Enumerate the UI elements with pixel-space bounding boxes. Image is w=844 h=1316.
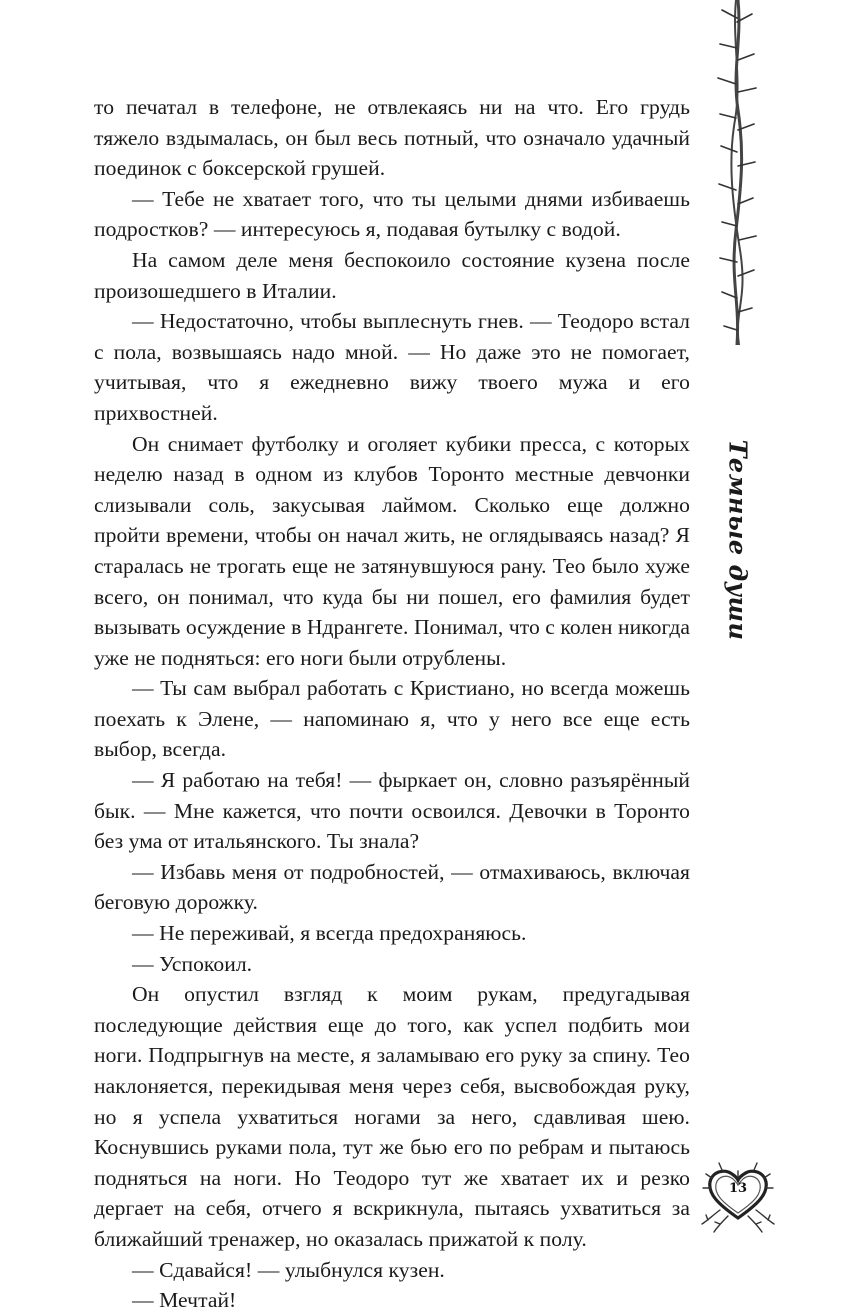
thorn-vine-ornament [712, 0, 762, 345]
paragraph: Он опустил взгляд к моим рукам, предугадывая последующие действия еще до того, как успел подбить мои ноги. Подпрыгнув на месте, я заламываю его руку за спину. Тео наклоняется, перекидывая меня через себя, высвобождая руку, но я успела ухватиться ногами за него, сдавливая шею. Коснувшись руками пола, тут же бью его по ребрам и пытаюсь подняться на ноги. Но Теодоро тут же хватает их и резко дергает на себя, отчего я вскрикнула, пытаясь ухватиться за ближайший тренажер, но оказалась прижатой к полу. [94, 982, 690, 1251]
paragraph: то печатал в телефоне, не отвлекаясь ни на что. Его грудь тяжело вздымалась, он был весь потный, что означало удачный поединок с боксерской грушей. [94, 95, 690, 181]
paragraph: Он снимает футболку и оголяет кубики пресса, с которых неделю назад в одном из клубов Торонто местные девчонки слизывали соль, закусывая лаймом. Сколько еще должно пройти времени, чтобы он начал жить, не оглядываясь назад? Я старалась не трогать еще не затянувшуюся рану. Тео было хуже всего, он понимал, что куда бы ни пошел, его фамилия будет вызывать осуждение в Ндрангете. Понимал, что с колен никогда уже не подняться: его ноги были отрублены. [94, 431, 690, 670]
running-head: Темные души [723, 439, 753, 641]
page-number-badge [700, 1158, 776, 1234]
thorn-heart-icon [700, 1158, 776, 1234]
paragraph: — Сдавайся! — улыбнулся кузен. [132, 1257, 445, 1282]
page-body [94, 92, 690, 1316]
paragraph: — Недостаточно, чтобы выплеснуть гнев. — Теодоро встал с пола, возвышаясь надо мной. — Но даже это не помогает, учитывая, что я ежедневно вижу твоего мужа и его прихвостней. [94, 309, 690, 425]
paragraph: — Ты сам выбрал работать с Кристиано, но всегда можешь поехать к Элене, — напоминаю я, что у него все еще есть выбор, всегда. [94, 676, 690, 762]
paragraph: — Успокоил. [132, 951, 253, 976]
paragraph: На самом деле меня беспокоило состояние кузена после произошедшего в Италии. [94, 247, 690, 303]
paragraph: — Тебе не хватает того, что ты целыми днями избиваешь подростков? — интересуюсь я, подавая бутылку с водой. [94, 186, 690, 242]
paragraph: — Не переживай, я всегда предохраняюсь. [132, 921, 527, 946]
paragraph: — Мечтай! [132, 1288, 237, 1313]
paragraph: — Я работаю на тебя! — фыркает он, словно разъярённый бык. — Мне кажется, что почти освоился. Девочки в Торонто без ума от итальянского. Ты знала? [94, 768, 690, 854]
page-number: 13 [728, 1181, 748, 1196]
paragraph: — Избавь меня от подробностей, — отмахиваюсь, включая беговую дорожку. [94, 859, 690, 915]
